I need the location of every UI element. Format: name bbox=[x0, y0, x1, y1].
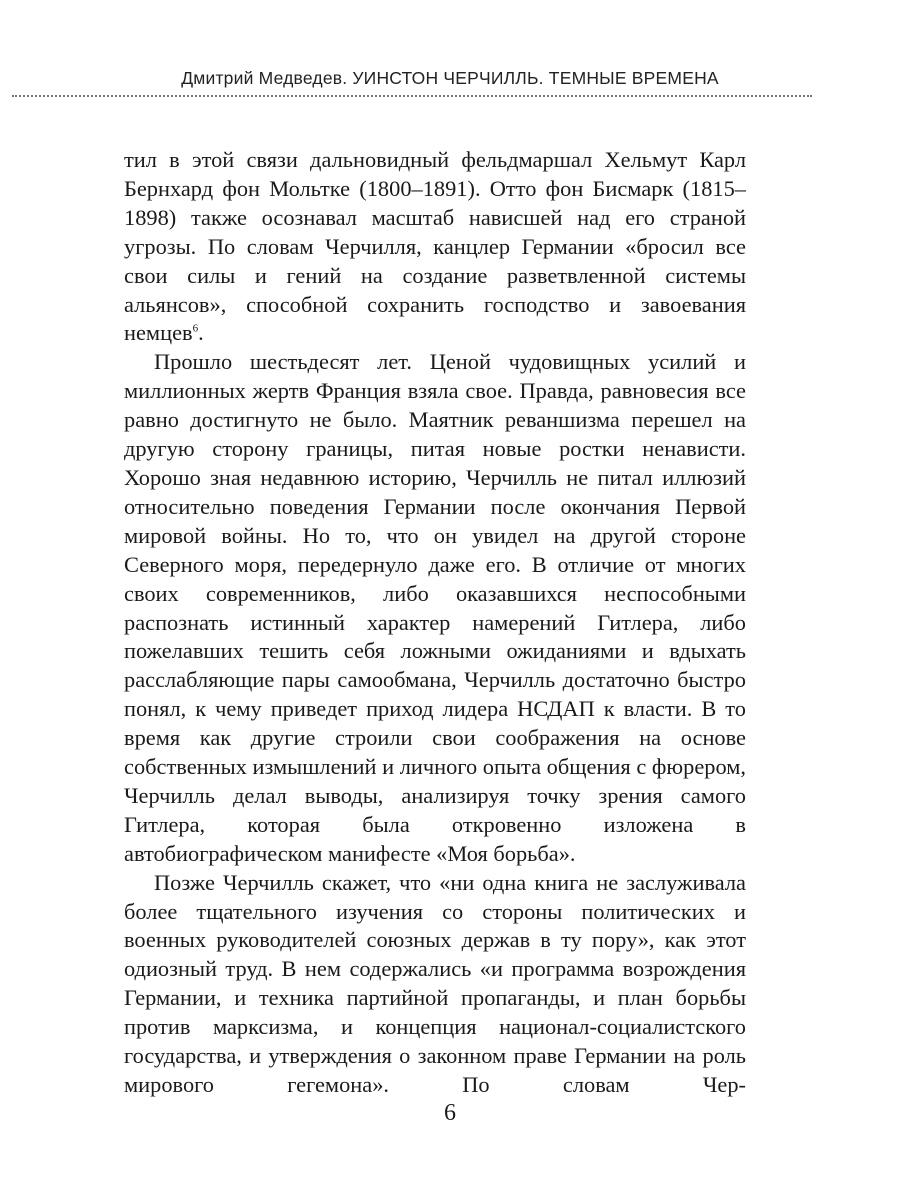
paragraph-1-end: . bbox=[198, 320, 204, 346]
footnote-ref[interactable]: 6 bbox=[192, 322, 199, 335]
paragraph-1 bbox=[124, 146, 746, 348]
paragraph-1-text: тил в этой связи дальновидный фельдмаршал Хельмут Карл Бернхард фон Мольтке (1800–1891). Отто фон Бисмарк (1815–1898) также осознавал масштаб нависшей над его страной угрозы. По словам Черчилля, канцлер Германии «бросил все свои силы и гений на создание разветвленной системы альянсов», способной сохранить господство и завоевания немцев bbox=[124, 147, 746, 346]
page-number: 6 bbox=[444, 1100, 456, 1126]
paragraph-3: Позже Черчилль скажет, что «ни одна книга не заслуживала более тщательного изучения со стороны политических и военных руководителей союзных держав в ту пору», как этот одиозный труд. В нем содержались «и программа возрождения Германии, и техника партийной пропаганды, и план борьбы против марксизма, и концепция национал-социалистского государства, и утверждения о законном праве Германии на роль мирового гегемона». По словам Чер- bbox=[124, 869, 746, 1097]
running-head: Дмитрий Медведев. УИНСТОН ЧЕРЧИЛЛЬ. ТЕМНЫЕ ВРЕМЕНА bbox=[181, 68, 719, 88]
body-text bbox=[124, 146, 746, 1100]
paragraph-2: Прошло шестьдесят лет. Ценой чудовищных усилий и миллионных жертв Франция взяла свое. Правда, равновесия все равно достигнуто не было. Маятник реваншизма перешел на другую сторону границы, питая новые ростки ненависти. Хорошо зная недавнюю историю, Черчилль не питал иллюзий относительно поведения Германии после окончания Первой мировой войны. Но то, что он увидел на другой стороне Северного моря, передернуло даже его. В отличие от многих своих современников, либо оказавшихся неспособными распознать истинный характер намерений Гитлера, либо пожелавших тешить себя ложными ожиданиями и вдыхать расслабляющие пары самообмана, Черчилль достаточно быстро понял, к чему приведет приход лидера НСДАП к власти. В то время как другие строили свои соображения на основе собственных измышлений и личного опыта общения с фюрером, Черчилль делал выводы, анализируя точку зрения самого Гитлера, которая была откровенно изложена в автобиографическом манифесте «Моя борьба». bbox=[124, 349, 746, 866]
header-dotted-rule bbox=[12, 95, 812, 97]
